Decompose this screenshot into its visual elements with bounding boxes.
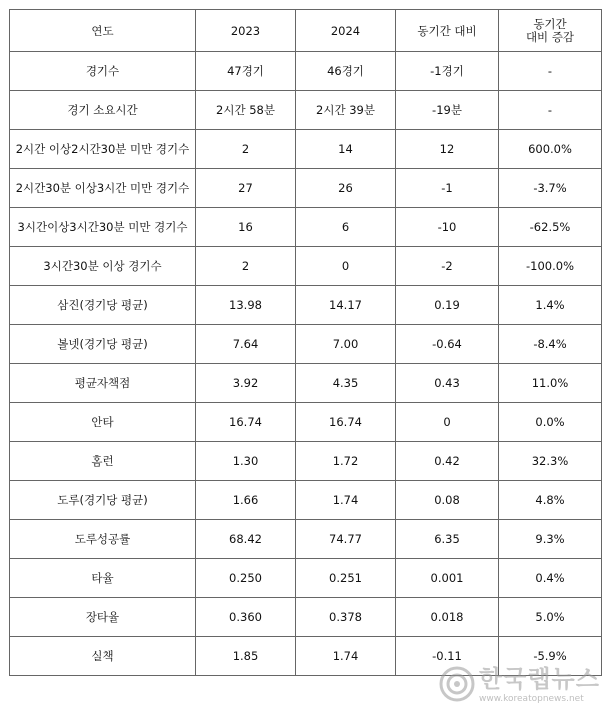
cell-value-2023: 13.98 — [196, 286, 296, 325]
table-row — [10, 52, 602, 91]
cell-value-2024: 14.17 — [296, 286, 396, 325]
cell-diff: 0.19 — [396, 286, 499, 325]
cell-value-2024: 0.251 — [296, 559, 396, 598]
cell-metric: 안타 — [10, 403, 196, 442]
table-row — [10, 442, 602, 481]
cell-value-2023: 16 — [196, 208, 296, 247]
cell-diff: -0.64 — [396, 325, 499, 364]
cell-change-rate: -3.7% — [499, 169, 602, 208]
cell-value-2024: 1.72 — [296, 442, 396, 481]
cell-value-2024: 6 — [296, 208, 396, 247]
header-diff: 동기간 대비 — [396, 10, 499, 52]
cell-metric: 3시간이상3시간30분 미만 경기수 — [10, 208, 196, 247]
cell-change-rate: 4.8% — [499, 481, 602, 520]
cell-value-2023: 47경기 — [196, 52, 296, 91]
cell-diff: 0 — [396, 403, 499, 442]
stats-table-container — [9, 9, 601, 676]
cell-metric: 타율 — [10, 559, 196, 598]
cell-metric: 평균자책점 — [10, 364, 196, 403]
header-year: 연도 — [10, 10, 196, 52]
cell-diff: 0.43 — [396, 364, 499, 403]
cell-metric: 홈런 — [10, 442, 196, 481]
cell-diff: 0.42 — [396, 442, 499, 481]
cell-change-rate: - — [499, 52, 602, 91]
cell-value-2024: 7.00 — [296, 325, 396, 364]
cell-metric: 실책 — [10, 637, 196, 676]
cell-diff: -10 — [396, 208, 499, 247]
cell-change-rate: -5.9% — [499, 637, 602, 676]
cell-value-2024: 0.378 — [296, 598, 396, 637]
watermark-title: 한국랩뉴스 — [479, 665, 600, 693]
cell-value-2023: 16.74 — [196, 403, 296, 442]
cell-value-2024: 16.74 — [296, 403, 396, 442]
cell-value-2024: 1.74 — [296, 637, 396, 676]
table-row — [10, 130, 602, 169]
cell-change-rate: -100.0% — [499, 247, 602, 286]
cell-metric: 3시간30분 이상 경기수 — [10, 247, 196, 286]
cell-value-2023: 2 — [196, 247, 296, 286]
table-row — [10, 481, 602, 520]
table-row — [10, 286, 602, 325]
cell-value-2023: 3.92 — [196, 364, 296, 403]
cell-change-rate: 9.3% — [499, 520, 602, 559]
cell-value-2023: 2 — [196, 130, 296, 169]
table-row — [10, 325, 602, 364]
cell-diff: -19분 — [396, 91, 499, 130]
table-row — [10, 169, 602, 208]
cell-metric: 삼진(경기당 평균) — [10, 286, 196, 325]
cell-change-rate: 32.3% — [499, 442, 602, 481]
cell-change-rate: 0.4% — [499, 559, 602, 598]
header-change-rate-line1: 동기간 — [533, 16, 567, 31]
cell-change-rate: -8.4% — [499, 325, 602, 364]
stats-comparison-table — [9, 9, 602, 676]
cell-value-2023: 1.85 — [196, 637, 296, 676]
cell-value-2024: 26 — [296, 169, 396, 208]
cell-value-2023: 2시간 58분 — [196, 91, 296, 130]
cell-metric: 경기수 — [10, 52, 196, 91]
table-row — [10, 559, 602, 598]
cell-value-2024: 0 — [296, 247, 396, 286]
cell-value-2023: 0.360 — [196, 598, 296, 637]
cell-diff: 12 — [396, 130, 499, 169]
cell-value-2024: 74.77 — [296, 520, 396, 559]
cell-change-rate: 600.0% — [499, 130, 602, 169]
cell-diff: 0.018 — [396, 598, 499, 637]
cell-value-2024: 2시간 39분 — [296, 91, 396, 130]
header-change-rate — [499, 10, 602, 52]
cell-value-2024: 14 — [296, 130, 396, 169]
cell-value-2024: 46경기 — [296, 52, 396, 91]
cell-diff: 6.35 — [396, 520, 499, 559]
watermark-url: www.koreatopnews.net — [479, 694, 584, 704]
cell-metric: 경기 소요시간 — [10, 91, 196, 130]
cell-diff: 0.001 — [396, 559, 499, 598]
table-row — [10, 403, 602, 442]
cell-diff: 0.08 — [396, 481, 499, 520]
cell-metric: 볼넷(경기당 평균) — [10, 325, 196, 364]
cell-metric: 2시간 이상2시간30분 미만 경기수 — [10, 130, 196, 169]
cell-metric: 2시간30분 이상3시간 미만 경기수 — [10, 169, 196, 208]
table-row — [10, 247, 602, 286]
header-2024: 2024 — [296, 10, 396, 52]
cell-value-2023: 68.42 — [196, 520, 296, 559]
cell-metric: 도루성공률 — [10, 520, 196, 559]
table-row — [10, 520, 602, 559]
cell-value-2023: 7.64 — [196, 325, 296, 364]
cell-value-2024: 4.35 — [296, 364, 396, 403]
cell-change-rate: 0.0% — [499, 403, 602, 442]
table-row — [10, 91, 602, 130]
cell-change-rate: -62.5% — [499, 208, 602, 247]
cell-change-rate: - — [499, 91, 602, 130]
table-row — [10, 208, 602, 247]
cell-metric: 장타율 — [10, 598, 196, 637]
table-row — [10, 364, 602, 403]
header-change-rate-line2: 대비 증감 — [525, 29, 575, 44]
cell-diff: -0.11 — [396, 637, 499, 676]
cell-diff: -1경기 — [396, 52, 499, 91]
table-header-row — [10, 10, 602, 52]
cell-value-2024: 1.74 — [296, 481, 396, 520]
header-2023: 2023 — [196, 10, 296, 52]
cell-change-rate: 5.0% — [499, 598, 602, 637]
table-row — [10, 637, 602, 676]
table-row — [10, 598, 602, 637]
cell-value-2023: 1.66 — [196, 481, 296, 520]
cell-value-2023: 0.250 — [196, 559, 296, 598]
cell-value-2023: 1.30 — [196, 442, 296, 481]
table-body — [10, 52, 602, 676]
cell-value-2023: 27 — [196, 169, 296, 208]
cell-diff: -2 — [396, 247, 499, 286]
cell-diff: -1 — [396, 169, 499, 208]
cell-metric: 도루(경기당 평균) — [10, 481, 196, 520]
cell-change-rate: 1.4% — [499, 286, 602, 325]
cell-change-rate: 11.0% — [499, 364, 602, 403]
